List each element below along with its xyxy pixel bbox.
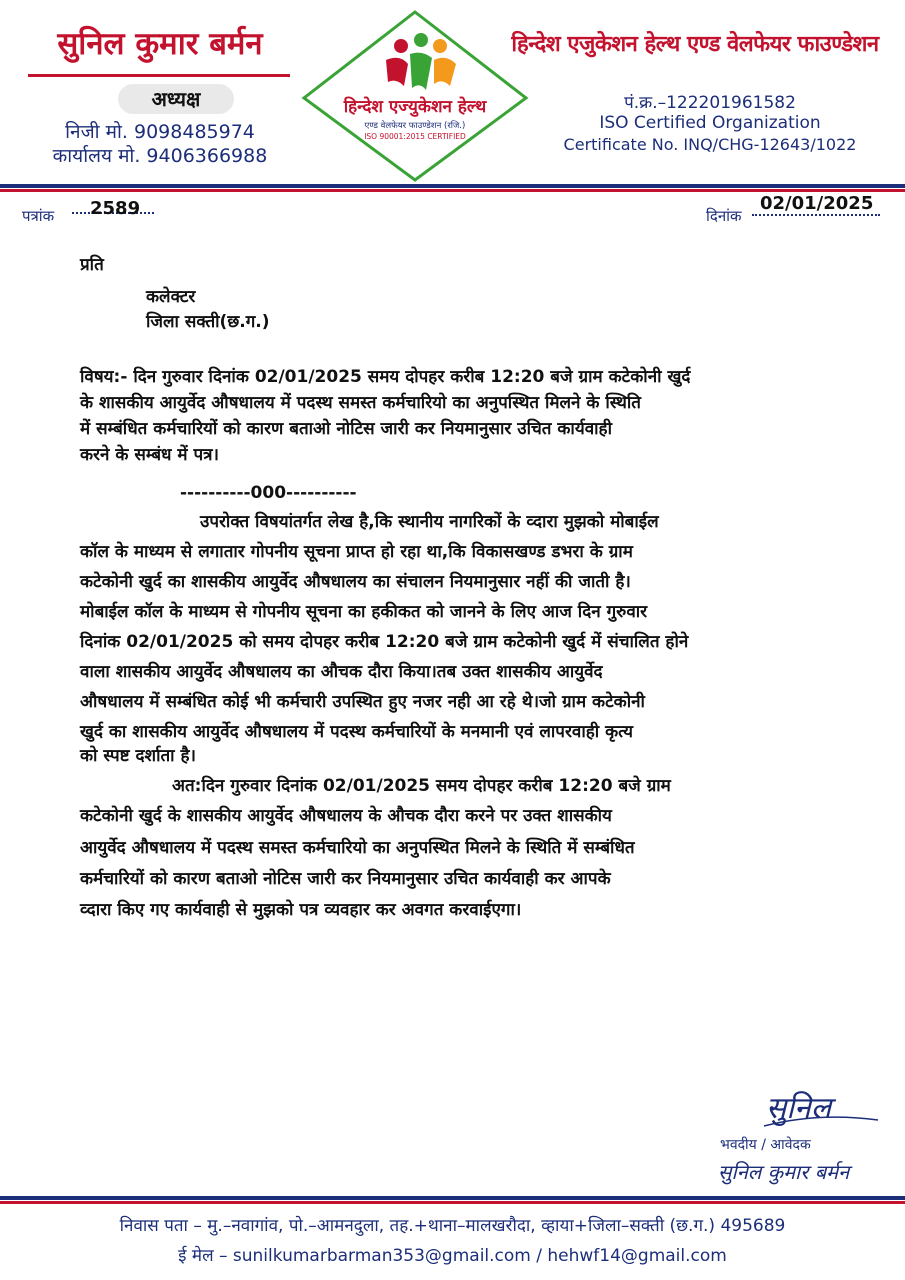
subject-line-2: के शासकीय आयुर्वेद औषधालय में पदस्थ समस्त कर्मचारियो का अनुपस्थित मिलने के स्थिति <box>80 393 641 413</box>
president-role-badge: अध्यक्ष <box>118 84 234 114</box>
svg-text:सुनिल: सुनिल <box>766 1091 832 1126</box>
subject-line-3: में सम्बंधित कर्मचारियों को कारण बताओ नोटिस जारी कर नियमानुसार उचित कार्यवाही <box>80 419 612 439</box>
header-band-red <box>0 189 905 192</box>
recipient-place: जिला सक्ती(छ.ग.) <box>146 312 270 332</box>
header-divider <box>28 74 290 77</box>
para1-line-9: को स्पष्ट दर्शाता है। <box>80 746 196 766</box>
office-phone: कार्यालय मो. 9406366988 <box>52 145 268 167</box>
organization-name: हिन्देश एजुकेशन हेल्थ एण्ड वेलफेयर फाउण्डेशन <box>511 31 879 57</box>
para1-line-4: मोबाईल कॉल के माध्यम से गोपनीय सूचना का हकीकत को जानने के लिए आज दिन गुरुवार <box>80 602 648 622</box>
subject-line-4: करने के सम्बंध में पत्र। <box>80 445 220 465</box>
recipient-title: कलेक्टर <box>146 287 196 307</box>
para2-line-4: कर्मचारियों को कारण बताओ नोटिस जारी कर नियमानुसार उचित कार्यवाही कर आपके <box>80 869 611 889</box>
organization-logo <box>300 8 530 184</box>
dinank-value: 02/01/2025 <box>760 193 874 214</box>
para1-line-5: दिनांक 02/01/2025 को समय दोपहर करीब 12:20 बजे ग्राम कटेकोनी खुर्द में संचालित होने <box>80 632 689 652</box>
para1-line-6: वाला शासकीय आयुर्वेद औषधालय का औचक दौरा किया।तब उक्त शासकीय आयुर्वेद <box>80 662 603 682</box>
signature-name: सुनिल कुमार बर्मन <box>718 1160 850 1184</box>
president-name: सुनिल कुमार बर्मन <box>57 26 263 62</box>
para1-line-2: कॉल के माध्यम से लगातार गोपनीय सूचना प्राप्त हो रहा था,कि विकासखण्ड डभरा के ग्राम <box>80 542 633 562</box>
footer-band-red <box>0 1201 905 1204</box>
dinank-dotted-line <box>752 214 880 216</box>
logo-main-text: हिन्देश एज्युकेशन हेल्थ <box>343 97 487 117</box>
section-separator: ----------000---------- <box>180 483 357 503</box>
footer-address: निवास पता – मु.–नवागांव, पो.–आमनदुला, तह.+थाना–मालखरौदा, व्हाया+जिला–सक्ती (छ.ग.) 495689 <box>119 1216 786 1236</box>
para2-line-1: अत:दिन गुरुवार दिनांक 02/01/2025 समय दोपहर करीब 12:20 बजे ग्राम <box>172 776 671 796</box>
para1-line-3: कटेकोनी खुर्द का शासकीय आयुर्वेद औषधालय का संचालन नियमानुसार नहीं की जाती है। <box>80 572 631 592</box>
para1-line-8: खुर्द का शासकीय आयुर्वेद औषधालय में पदस्थ कर्मचारियों के मनमानी एवं लापरवाही कृत्य <box>80 722 633 742</box>
iso-certified-line: ISO Certified Organization <box>599 113 821 133</box>
footer-email: ई मेल – sunilkumarbarman353@gmail.com / hehwf14@gmail.com <box>178 1246 727 1266</box>
certificate-number: Certificate No. INQ/CHG-12643/1022 <box>563 135 857 154</box>
logo-iso-text: ISO 90001:2015 CERTIFIED <box>364 132 466 141</box>
para1-line-1: उपरोक्त विषयांतर्गत लेख है,कि स्थानीय नागरिकों के व्दारा मुझको मोबाईल <box>200 512 659 532</box>
signature-role: भवदीय / आवेदक <box>720 1137 811 1153</box>
personal-phone: निजी मो. 9098485974 <box>65 121 255 143</box>
para2-line-5: व्दारा किए गए कार्यवाही से मुझको पत्र व्यवहार कर अवगत करवाईएगा। <box>80 900 522 920</box>
dinank-label: दिनांक <box>706 207 742 225</box>
footer-band-blue <box>0 1196 905 1200</box>
handwritten-signature <box>758 1082 888 1132</box>
header-band-blue <box>0 184 905 188</box>
prati-label: प्रति <box>80 255 104 275</box>
logo-sub-text: एण्ड वेलफेयर फाउण्डेशन (रजि.) <box>364 121 466 131</box>
para2-line-2: कटेकोनी खुर्द के शासकीय आयुर्वेद औषधालय के औचक दौरा करने पर उक्त शासकीय <box>80 806 612 826</box>
patrank-value: 2589 <box>90 198 141 219</box>
patrank-label: पत्रांक <box>22 207 55 225</box>
para2-line-3: आयुर्वेद औषधालय में पदस्थ समस्त कर्मचारियो का अनुपस्थित मिलने के स्थिति में सम्बंधित <box>80 838 635 858</box>
subject-line-1: विषय:- दिन गुरुवार दिनांक 02/01/2025 समय दोपहर करीब 12:20 बजे ग्राम कटेकोनी खुर्द <box>80 367 691 387</box>
registration-number: पं.क्र.–122201961582 <box>624 93 796 113</box>
para1-line-7: औषधालय में सम्बंधित कोई भी कर्मचारी उपस्थित हुए नजर नही आ रहे थे।जो ग्राम कटेकोनी <box>80 692 645 712</box>
